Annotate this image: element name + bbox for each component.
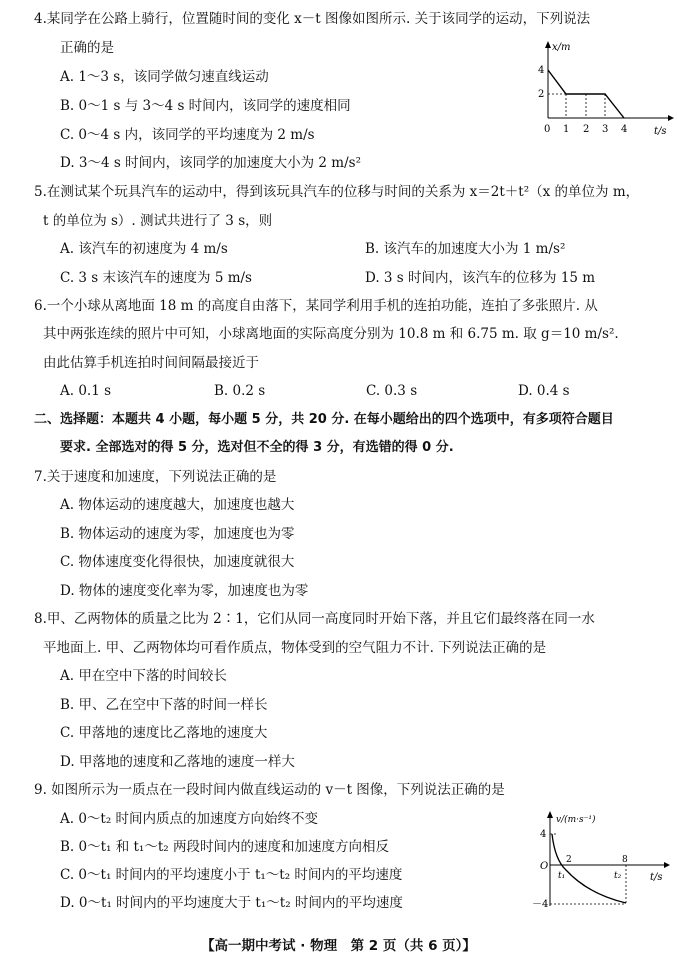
q5-stem-line2: t 的单位为 s）. 测试共进行了 3 s，则 xyxy=(43,213,273,229)
q4-xt-graph xyxy=(528,40,676,140)
q9-vt-curve xyxy=(552,834,626,903)
q9-option-c: C. 0～t₁ 时间内的平均速度小于 t₁～t₂ 时间内的平均速度 xyxy=(60,867,403,883)
q6-stem-line1: 6.一个小球从离地面 18 m 的高度自由落下，某同学利用手机的连拍功能，连拍了多张照片. 从 xyxy=(34,298,598,314)
q9-graph-ytick-neg4: －4 xyxy=(532,899,549,910)
q9-graph-origin: O xyxy=(540,861,549,872)
q6-stem-line3: 由此估算手机连拍时间间隔最接近于 xyxy=(43,355,259,371)
q5-stem-line1: 5.在测试某个玩具汽车的运动中，得到该玩具汽车的位移与时间的关系为 x＝2t＋t²（x 的单位为 m， xyxy=(34,184,640,200)
page-footer: 【高一期中考试 · 物理 第 2 页（共 6 页）】 xyxy=(201,938,476,954)
q4-graph-xtick-4: 4 xyxy=(621,124,628,135)
q9-graph-xaxis-label: t/s xyxy=(650,872,663,883)
q8-option-d: D. 甲落地的速度和乙落地的速度一样大 xyxy=(60,754,295,770)
q4-graph-yaxis-label: x/m xyxy=(552,42,571,53)
q9-graph-t2-label: t₂ xyxy=(614,871,622,881)
q4-graph-xtick-3: 3 xyxy=(602,124,609,135)
q4-option-a: A. 1～3 s，该同学做匀速直线运动 xyxy=(60,69,269,85)
q5-option-c: C. 3 s 末该汽车的速度为 5 m/s xyxy=(60,270,252,286)
q9-option-d: D. 0～t₁ 时间内的平均速度大于 t₁～t₂ 时间内的平均速度 xyxy=(60,895,403,911)
section2-header-line1: 二、选择题：本题共 4 小题，每小题 5 分，共 20 分. 在每小题给出的四个选项中，有多项符合题目 xyxy=(34,412,614,427)
q6-option-c: C. 0.3 s xyxy=(366,383,418,399)
q8-option-b: B. 甲、乙在空中下落的时间一样长 xyxy=(60,697,268,713)
q5-option-a: A. 该汽车的初速度为 4 m/s xyxy=(60,241,228,257)
q7-option-d: D. 物体的速度变化率为零，加速度也为零 xyxy=(60,583,309,599)
q8-stem-line2: 平地面上. 甲、乙两物体均可看作质点，物体受到的空气阻力不计. 下列说法正确的是 xyxy=(43,640,547,656)
q4-graph-ytick-4: 4 xyxy=(538,65,545,76)
q4-option-b: B. 0～1 s 与 3～4 s 时间内，该同学的速度相同 xyxy=(60,98,351,114)
q7-stem-line1: 7.关于速度和加速度，下列说法正确的是 xyxy=(34,469,277,485)
q9-option-a: A. 0～t₂ 时间内质点的加速度方向始终不变 xyxy=(60,811,319,827)
q4-graph-xtick-2: 2 xyxy=(583,124,590,135)
q9-graph-xtick-8: 8 xyxy=(622,855,628,865)
q5-option-d: D. 3 s 时间内，该汽车的位移为 15 m xyxy=(365,270,596,286)
q4-graph-ytick-2: 2 xyxy=(538,89,545,100)
q6-option-d: D. 0.4 s xyxy=(518,383,570,399)
q9-vt-graph xyxy=(528,808,676,914)
section2-header-line2: 要求. 全部选对的得 5 分，选对但不全的得 3 分，有选错的得 0 分. xyxy=(60,440,454,455)
q6-option-b: B. 0.2 s xyxy=(214,383,266,399)
q4-stem-line1: 4.某同学在公路上骑行，位置随时间的变化 x－t 图像如图所示. 关于该同学的运动，下列说法 xyxy=(34,11,591,27)
q9-graph-yaxis-label: v/(m·s⁻¹) xyxy=(556,815,596,825)
q4-graph-xtick-1: 1 xyxy=(563,124,570,135)
q4-option-d: D. 3～4 s 时间内，该同学的加速度大小为 2 m/s² xyxy=(60,155,361,171)
q6-stem-line2: 其中两张连续的照片中可知，小球离地面的实际高度分别为 10.8 m 和 6.75 m. 取 g＝10 m/s². xyxy=(43,326,619,342)
q7-option-a: A. 物体运动的速度越大，加速度也越大 xyxy=(60,497,295,513)
q4-graph-xtick-0: 0 xyxy=(544,124,551,135)
q8-option-c: C. 甲落地的速度比乙落地的速度大 xyxy=(60,725,268,741)
q7-option-c: C. 物体速度变化得很快，加速度就很大 xyxy=(60,554,295,570)
q4-stem-line2: 正确的是 xyxy=(60,40,114,56)
q7-option-b: B. 物体运动的速度为零，加速度也为零 xyxy=(60,526,295,542)
q5-option-b: B. 该汽车的加速度大小为 1 m/s² xyxy=(365,241,566,257)
q9-graph-xtick-2: 2 xyxy=(566,855,572,865)
q9-stem-line1: 9. 如图所示为一质点在一段时间内做直线运动的 v－t 图像，下列说法正确的是 xyxy=(34,782,505,798)
q4-graph-xaxis-label: t/s xyxy=(654,126,667,137)
q9-graph-ytick-4: 4 xyxy=(540,829,547,840)
q6-option-a: A. 0.1 s xyxy=(60,383,112,399)
q4-option-c: C. 0～4 s 内，该同学的平均速度为 2 m/s xyxy=(60,127,315,143)
q8-option-a: A. 甲在空中下落的时间较长 xyxy=(60,668,227,684)
q9-graph-t1-label: t₁ xyxy=(558,871,566,881)
q9-option-b: B. 0～t₁ 和 t₁～t₂ 两段时间内的速度和加速度方向相反 xyxy=(60,839,389,855)
q8-stem-line1: 8.甲、乙两物体的质量之比为 2∶1，它们从同一高度同时开始下落，并且它们最终落在同一水 xyxy=(34,611,595,627)
